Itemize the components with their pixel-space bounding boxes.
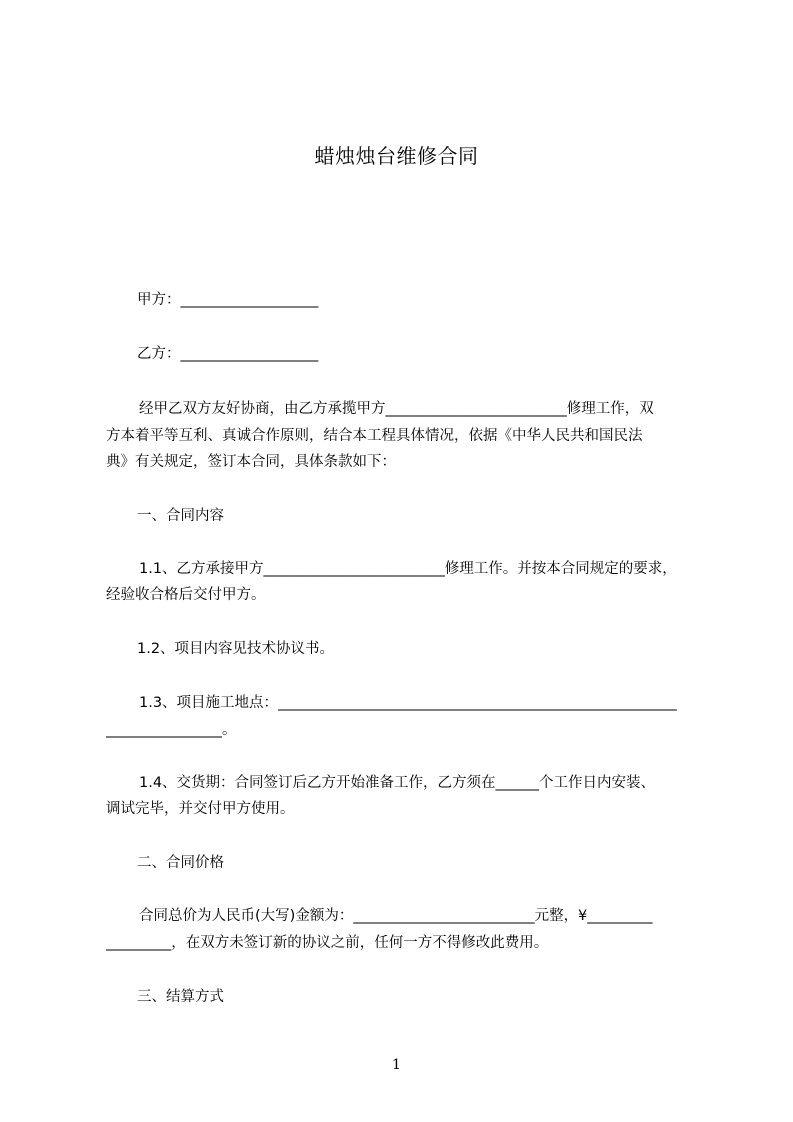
price-line-1: 合同总价为人民币(大写)金额为：_________________________元整，¥_________ (139, 908, 653, 924)
intro-line-2: 方本着平等互利、真诚合作原则，结合本工程具体情况，依据《中华人民共和国民法 (106, 428, 643, 444)
party-b-line: 乙方：___________________ (137, 346, 319, 362)
document-title: 蜡烛烛台维修合同 (314, 144, 479, 168)
clause-1-1-line-1: 1.1、乙方承接甲方_________________________修理工作。并按本合同规定的要求， (139, 561, 677, 577)
clause-1-4-line-2: 调试完毕，并交付甲方使用。 (106, 801, 295, 817)
clause-1-1-line-2: 经验收合格后交付甲方。 (106, 587, 266, 603)
clause-1-3-line-1: 1.3、项目施工地点：_______________________________________________________ (139, 695, 677, 711)
clause-1-2: 1.2、项目内容见技术协议书。 (137, 641, 335, 657)
price-line-2: _________，在双方未签订新的协议之前，任何一方不得修改此费用。 (106, 935, 549, 951)
party-a-line: 甲方：___________________ (137, 292, 319, 308)
section-2-heading: 二、合同价格 (137, 855, 224, 871)
clause-1-3-line-2: ________________。 (106, 722, 237, 738)
intro-line-1: 经甲乙双方友好协商，由乙方承揽甲方_________________________修理工作，双 (139, 401, 654, 417)
section-1-heading: 一、合同内容 (137, 508, 224, 524)
intro-line-3: 典》有关规定，签订本合同，具体条款如下： (106, 454, 396, 470)
page-number: 1 (392, 1057, 401, 1073)
section-3-heading: 三、结算方式 (137, 989, 224, 1005)
clause-1-4-line-1: 1.4、交货期：合同签订后乙方开始准备工作，乙方须在______个工作日内安装、 (139, 775, 656, 791)
